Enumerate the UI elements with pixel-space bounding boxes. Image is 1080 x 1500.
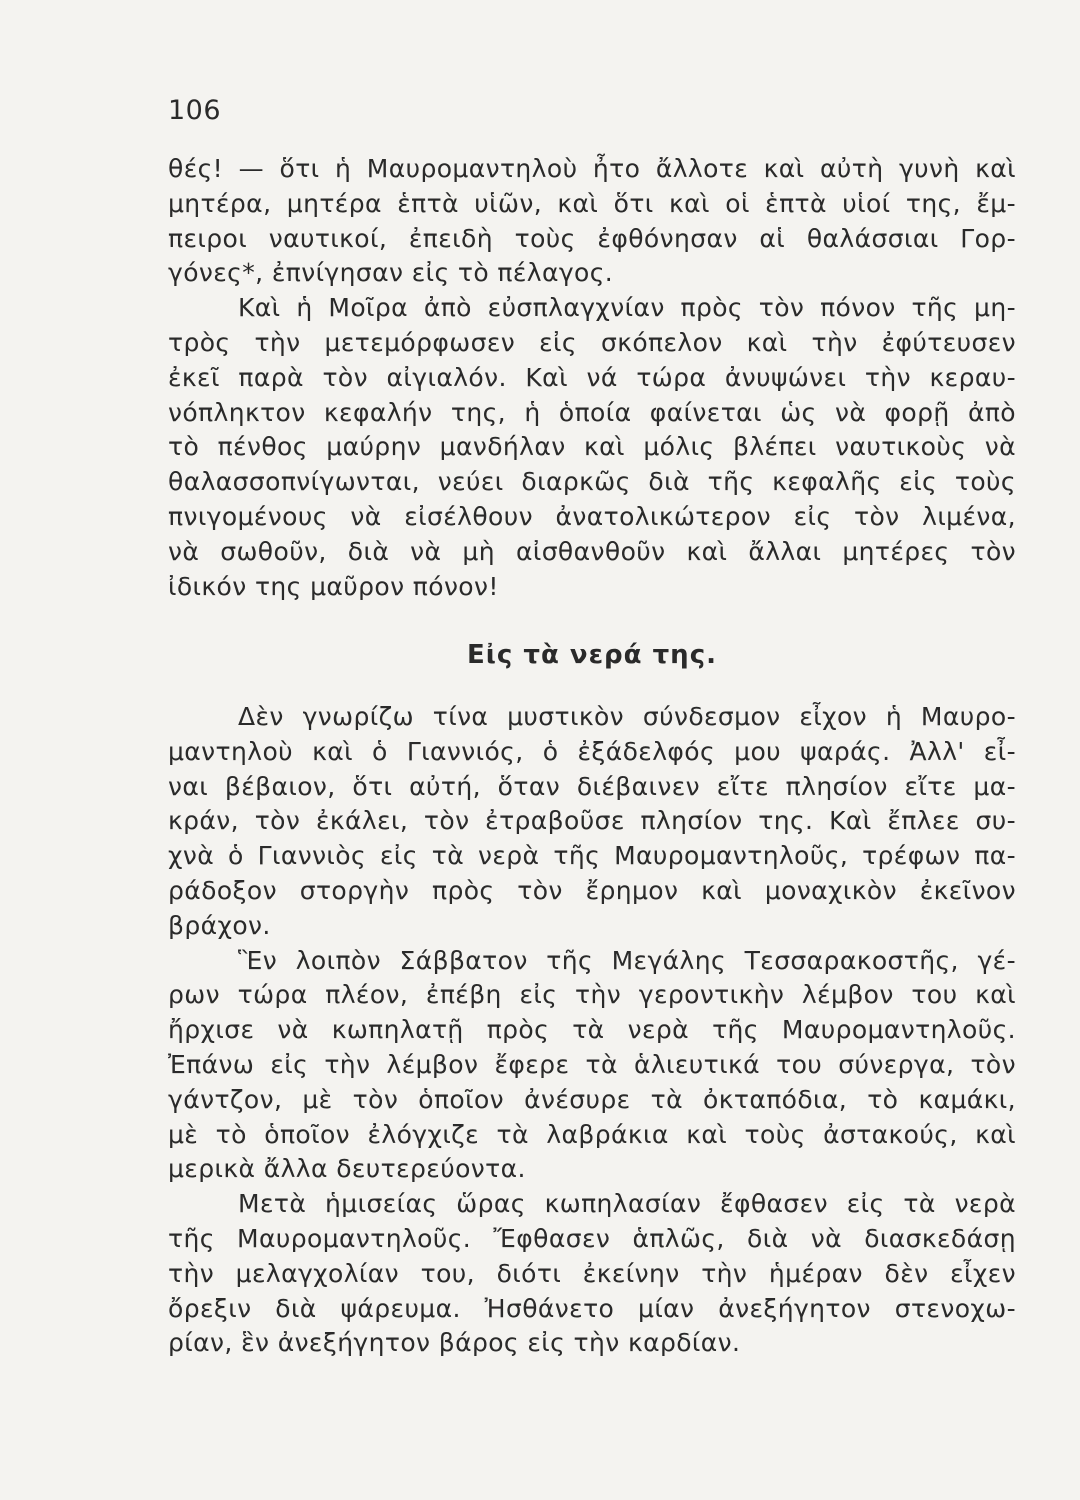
text-line: κράν, τὸν ἐκάλει, τὸν ἐτραβοῦσε πλησίον της. Καὶ ἔπλεε συ- bbox=[168, 806, 1016, 836]
text-line: Μετὰ ἡμισείας ὥρας κωπηλασίαν ἔφθασεν εἰς τὰ νερὰ bbox=[238, 1189, 1016, 1219]
text-line: θές! — ὅτι ἡ Μαυρομαντηλοὺ ἦτο ἄλλοτε καὶ αὐτὴ γυνὴ καὶ bbox=[168, 154, 1016, 183]
text-line: Ἐπάνω εἰς τὴν λέμβον ἔφερε τὰ ἁλιευτικά του σύνεργα, τὸν bbox=[168, 1049, 1016, 1079]
text-line: Καὶ ἡ Μοῖρα ἀπὸ εὐσπλαγχνίαν πρὸς τὸν πόνον τῆς μη- bbox=[238, 293, 1016, 323]
text-line: πνιγομένους νὰ εἰσέλθουν ἀνατολικώτερον εἰς τὸν λιμένα, bbox=[168, 501, 1016, 531]
text-line: Δὲν γνωρίζω τίνα μυστικὸν σύνδεσμον εἶχον ἡ Μαυρο- bbox=[238, 702, 1016, 731]
text-line: μαντηλοὺ καὶ ὁ Γιαννιός, ὁ ἐξάδελφός μου ψαράς. Ἀλλ' εἶ- bbox=[168, 736, 1016, 766]
text-line: τὴν μελαγχολίαν του, διότι ἐκείνην τὴν ἡμέραν δὲν εἶχεν bbox=[168, 1258, 1016, 1288]
text-line: ἰδικόν της μαῦρον πόνον! bbox=[168, 571, 499, 601]
text-line: γάντζον, μὲ τὸν ὁποῖον ἀνέσυρε τὰ ὀκταπόδια, τὸ καμάκι, bbox=[168, 1084, 1016, 1114]
text-line: μὲ τὸ ὁποῖον ἐλόγχιζε τὰ λαβράκια καὶ τοὺς ἀστακούς, καὶ bbox=[168, 1119, 1016, 1149]
text-line: ναι βέβαιον, ὅτι αὐτή, ὅταν διέβαινεν εἴτε πλησίον εἴτε μα- bbox=[168, 771, 1016, 801]
text-line: μητέρα, μητέρα ἑπτὰ υἱῶν, καὶ ὅτι καὶ οἱ ἑπτὰ υἱοί της, ἔμ- bbox=[168, 188, 1016, 218]
text-line: ρων τώρα πλέον, ἐπέβη εἰς τὴν γεροντικὴν λέμβον του καὶ bbox=[168, 980, 1016, 1010]
text-line: χνὰ ὁ Γιαννιὸς εἰς τὰ νερὰ τῆς Μαυρομαντηλοῦς, τρέφων πα- bbox=[168, 841, 1016, 871]
body-text-block-1 bbox=[168, 152, 1016, 604]
text-line: νόπληκτον κεφαλήν της, ἡ ὁποία φαίνεται ὡς νὰ φορῇ ἀπὸ bbox=[168, 397, 1016, 427]
text-line: βράχον. bbox=[168, 910, 271, 940]
text-line: ὄρεξιν διὰ ψάρευμα. Ἠσθάνετο μίαν ἀνεξήγητον στενοχω- bbox=[168, 1293, 1016, 1323]
text-line: τὸ πένθος μαύρην μανδήλαν καὶ μόλις βλέπει ναυτικοὺς νὰ bbox=[168, 432, 1016, 462]
text-line: ἤρχισε νὰ κωπηλατῇ πρὸς τὰ νερὰ τῆς Μαυρομαντηλοῦς. bbox=[168, 1015, 1016, 1045]
body-text-block-2 bbox=[168, 700, 1016, 1361]
page-number: 106 bbox=[168, 95, 222, 126]
text-line: Ἓν λοιπὸν Σάββατον τῆς Μεγάλης Τεσσαρακοστῆς, γέ- bbox=[238, 945, 1016, 975]
text-line: ἐκεῖ παρὰ τὸν αἰγιαλόν. Καὶ νά τώρα ἀνυψώνει τὴν κεραυ- bbox=[168, 362, 1016, 392]
section-heading: Εἰς τὰ νερά της. bbox=[467, 640, 717, 670]
text-line: μερικὰ ἄλλα δευτερεύοντα. bbox=[168, 1154, 526, 1184]
text-line: τρὸς τὴν μετεμόρφωσεν εἰς σκόπελον καὶ τὴν ἐφύτευσεν bbox=[168, 327, 1016, 357]
text-line: γόνες*, ἐπνίγησαν εἰς τὸ πέλαγος. bbox=[168, 258, 614, 288]
text-line: νὰ σωθοῦν, διὰ νὰ μὴ αἰσθανθοῦν καὶ ἄλλαι μητέρες τὸν bbox=[168, 536, 1016, 566]
text-line: πειροι ναυτικοί, ἐπειδὴ τοὺς ἐφθόνησαν αἱ θαλάσσιαι Γορ- bbox=[168, 223, 1016, 253]
text-line: θαλασσοπνίγωνται, νεύει διαρκῶς διὰ τῆς κεφαλῆς εἰς τοὺς bbox=[168, 467, 1016, 497]
text-line: ρίαν, ἓν ἀνεξήγητον βάρος εἰς τὴν καρδίαν. bbox=[168, 1328, 741, 1358]
text-line: τῆς Μαυρομαντηλοῦς. Ἔφθασεν ἁπλῶς, διὰ νὰ διασκεδάσῃ bbox=[168, 1223, 1016, 1253]
text-line: ράδοξον στοργὴν πρὸς τὸν ἔρημον καὶ μοναχικὸν ἐκεῖνον bbox=[168, 875, 1016, 905]
